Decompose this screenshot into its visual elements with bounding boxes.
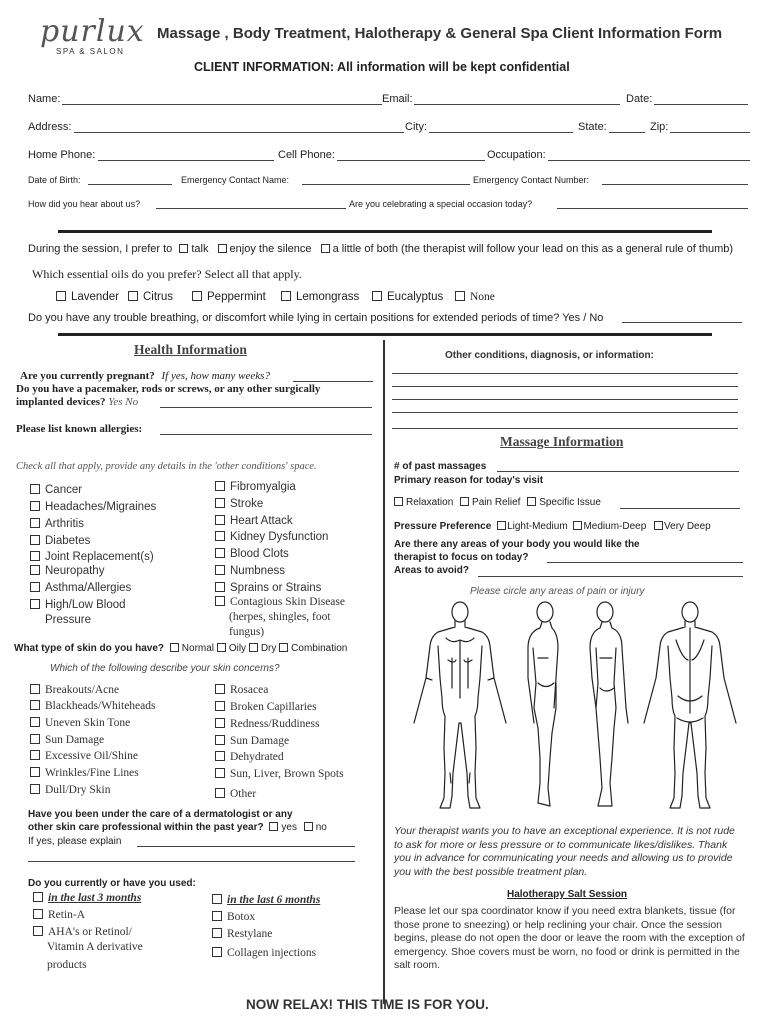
skin-oily-checkbox[interactable]	[217, 643, 226, 652]
checkbox-icon	[212, 894, 222, 904]
used-restylane[interactable]: Restylane	[212, 928, 272, 940]
concern-breakouts[interactable]: Breakouts/Acne	[30, 684, 119, 696]
checkbox-icon	[215, 684, 225, 694]
pregnant-question: Are you currently pregnant?	[20, 370, 155, 382]
oil-option-lemongrass[interactable]: Lemongrass	[281, 291, 359, 303]
concern-dull-dry[interactable]: Dull/Dry Skin	[30, 784, 111, 796]
checkbox-icon	[215, 768, 225, 778]
past-massages-field[interactable]	[497, 471, 739, 472]
pressure-medium-checkbox[interactable]	[573, 521, 582, 530]
name-label: Name:	[28, 93, 61, 105]
condition-headaches[interactable]: Headaches/Migraines	[30, 501, 156, 513]
pacemaker-question-1: Do you have a pacemaker, rods or screws, or any other surgically	[16, 383, 321, 395]
pacemaker-field[interactable]	[160, 407, 372, 408]
home-phone-field[interactable]	[98, 160, 274, 161]
breathing-question: Do you have any trouble breathing, or discomfort while lying in certain positions for extended periods of time? Yes / No	[28, 312, 604, 324]
skin-type-row: What type of skin do you have? Normal Oily Dry Combination	[14, 643, 348, 654]
checkbox-icon	[212, 928, 222, 938]
condition-asthma[interactable]: Asthma/Allergies	[30, 582, 131, 594]
allergies-label: Please list known allergies:	[16, 423, 143, 435]
concern-redness[interactable]: Redness/Ruddiness	[215, 718, 319, 730]
checkbox-icon	[30, 484, 40, 494]
concern-uneven-tone[interactable]: Uneven Skin Tone	[30, 717, 130, 729]
derm-explain-field[interactable]	[137, 846, 355, 847]
pregnant-weeks-field[interactable]	[293, 381, 373, 382]
reason-relaxation-checkbox[interactable]	[394, 497, 403, 506]
silence-checkbox[interactable]	[218, 244, 227, 253]
condition-arthritis[interactable]: Arthritis	[30, 518, 84, 530]
avoid-field[interactable]	[478, 576, 743, 577]
both-label: a little of both (the therapist will follow your lead on this as a general rule of thumb)	[332, 243, 734, 255]
avoid-label: Areas to avoid?	[394, 565, 470, 576]
divider-top	[58, 230, 712, 233]
oils-question: Which essential oils do you prefer? Select all that apply.	[32, 267, 302, 281]
checkbox-icon	[33, 926, 43, 936]
condition-heart-attack[interactable]: Heart Attack	[215, 515, 293, 527]
city-label: City:	[405, 121, 427, 133]
checkbox-icon	[33, 892, 43, 902]
occupation-label: Occupation:	[487, 149, 546, 161]
past-massages-label: # of past massages	[394, 461, 487, 472]
cell-phone-field[interactable]	[337, 160, 485, 161]
checkbox-icon	[215, 565, 225, 575]
concern-sun-damage-left[interactable]: Sun Damage	[30, 734, 104, 746]
city-field[interactable]	[429, 132, 573, 133]
checkbox-icon	[30, 717, 40, 727]
condition-blood-clots[interactable]: Blood Clots	[215, 548, 289, 560]
heard-field[interactable]	[156, 208, 346, 209]
address-label: Address:	[28, 121, 72, 133]
concern-dehydrated[interactable]: Dehydrated	[215, 751, 284, 763]
body-side-figure-left	[528, 602, 558, 806]
used-aha-retinol[interactable]: AHA's or Retinol/	[33, 926, 132, 938]
concern-rosacea[interactable]: Rosacea	[215, 684, 268, 696]
reason-specific-checkbox[interactable]	[527, 497, 536, 506]
reason-pain-checkbox[interactable]	[460, 497, 469, 506]
condition-blood-pressure-extra: Pressure	[45, 614, 92, 626]
other-line-5[interactable]	[392, 428, 738, 429]
checkbox-icon	[30, 767, 40, 777]
state-field[interactable]	[609, 132, 645, 133]
used-collagen[interactable]: Collagen injections	[212, 947, 316, 959]
focus-question-2: therapist to focus on today?	[394, 552, 529, 563]
used-last-6-months[interactable]: in the last 6 months	[212, 894, 320, 906]
date-field[interactable]	[654, 104, 748, 105]
checkbox-icon	[215, 531, 225, 541]
derm-question-1: Have you been under the care of a dermatologist or any	[28, 809, 293, 820]
checkbox-icon	[215, 788, 225, 798]
concern-wrinkles[interactable]: Wrinkles/Fine Lines	[30, 767, 139, 779]
checkbox-icon	[212, 911, 222, 921]
checkbox-icon	[30, 518, 40, 528]
derm-question-2: other skin care professional within the past year?	[28, 822, 264, 833]
checkbox-icon	[30, 684, 40, 694]
session-prefer-label: During the session, I prefer to	[28, 243, 173, 255]
form-subtitle: CLIENT INFORMATION: All information will be kept confidential	[194, 60, 570, 74]
zip-field[interactable]	[670, 132, 750, 133]
concern-blackheads[interactable]: Blackheads/Whiteheads	[30, 700, 156, 712]
checkbox-icon	[30, 599, 40, 609]
circle-areas-note: Please circle any areas of pain or injury	[470, 586, 645, 597]
cell-phone-label: Cell Phone:	[278, 149, 335, 161]
checkbox-icon	[281, 291, 291, 301]
name-field[interactable]	[62, 104, 382, 105]
checkbox-icon	[30, 734, 40, 744]
oil-option-none[interactable]: None	[455, 291, 495, 303]
checkbox-icon	[455, 291, 465, 301]
other-conditions-heading: Other conditions, diagnosis, or information:	[445, 350, 654, 361]
checkbox-icon	[30, 565, 40, 575]
body-diagram[interactable]	[400, 598, 750, 823]
checkbox-icon	[215, 515, 225, 525]
condition-cancer[interactable]: Cancer	[30, 484, 82, 496]
specific-issue-field[interactable]	[620, 508, 740, 509]
date-label: Date:	[626, 93, 653, 105]
condition-neuropathy[interactable]: Neuropathy	[30, 565, 104, 577]
oil-option-eucalyptus[interactable]: Eucalyptus	[372, 291, 443, 303]
concern-excess-oil[interactable]: Excessive Oil/Shine	[30, 750, 138, 762]
checkbox-icon	[30, 750, 40, 760]
condition-stroke[interactable]: Stroke	[215, 498, 263, 510]
allergies-field[interactable]	[160, 434, 372, 435]
health-heading: Health Information	[134, 342, 247, 357]
checkbox-icon	[56, 291, 66, 301]
condition-blood-pressure[interactable]: High/Low Blood	[30, 599, 126, 611]
checkbox-icon	[128, 291, 138, 301]
condition-joint-replacement[interactable]: Joint Replacement(s)	[30, 551, 154, 563]
reason-label: Primary reason for today's visit	[394, 475, 544, 486]
skin-concerns-question: Which of the following describe your skin concerns?	[50, 663, 280, 674]
focus-question-1: Are there any areas of your body you would like the	[394, 539, 640, 550]
other-line-4[interactable]	[392, 412, 738, 413]
contagious-extra-2: fungus)	[229, 626, 265, 638]
therapist-note: Your therapist wants you to have an exceptional experience. It is not rude to ask for more or less pressure or to communicate likes/dislikes. Thank you in advance for communicating your needs and allowing us to provide you with the best possible treatment plan.	[394, 825, 735, 878]
pacemaker-question-2: implanted devices?	[16, 396, 106, 408]
pressure-label: Pressure Preference	[394, 521, 492, 532]
emergency-number-field[interactable]	[602, 184, 748, 185]
dob-label: Date of Birth:	[28, 175, 81, 185]
checkbox-icon	[192, 291, 202, 301]
email-label: Email:	[382, 93, 413, 105]
oil-option-citrus[interactable]: Citrus	[128, 291, 173, 303]
skin-type-question: What type of skin do you have?	[14, 643, 165, 654]
body-front-figure	[414, 602, 506, 808]
email-field[interactable]	[414, 104, 620, 105]
checkbox-icon	[212, 947, 222, 957]
derm-yes-checkbox[interactable]	[269, 822, 278, 831]
pressure-deep-checkbox[interactable]	[654, 521, 663, 530]
body-side-figure-right	[590, 602, 628, 806]
form-title: Massage , Body Treatment, Halotherapy & General Spa Client Information Form	[157, 25, 723, 42]
massage-heading: Massage Information	[500, 434, 624, 449]
talk-label: talk	[191, 243, 209, 255]
checkbox-icon	[30, 551, 40, 561]
emergency-number-label: Emergency Contact Number:	[473, 175, 590, 185]
occasion-field[interactable]	[557, 208, 748, 209]
session-prefer-row	[28, 243, 733, 255]
checkbox-icon	[215, 582, 225, 592]
dob-field[interactable]	[88, 184, 172, 185]
other-line-2[interactable]	[392, 386, 738, 387]
used-aha-extra-1: Vitamin A derivative	[47, 941, 143, 953]
logo-wordmark: purlux	[40, 14, 145, 49]
skin-combination-checkbox[interactable]	[279, 643, 288, 652]
check-all-instruction: Check all that apply, provide any details in the 'other conditions' space.	[16, 461, 317, 472]
pressure-row: Pressure Preference Light-Medium Medium-Deep Very Deep	[394, 521, 711, 532]
used-botox[interactable]: Botox	[212, 911, 255, 923]
concern-sun-damage-right[interactable]: Sun Damage	[215, 735, 289, 747]
both-checkbox[interactable]	[321, 244, 330, 253]
checkbox-icon	[215, 718, 225, 728]
pacemaker-yes-no[interactable]: Yes No	[108, 396, 139, 408]
checkbox-icon	[372, 291, 382, 301]
reason-options: Relaxation Pain Relief Specific Issue	[394, 497, 601, 508]
condition-sprains[interactable]: Sprains or Strains	[215, 582, 321, 594]
breathing-field[interactable]	[622, 322, 742, 323]
talk-checkbox[interactable]	[179, 244, 188, 253]
checkbox-icon	[215, 481, 225, 491]
occasion-label: Are you celebrating a special occasion today?	[349, 199, 533, 209]
checkbox-icon	[30, 784, 40, 794]
pressure-light-checkbox[interactable]	[497, 521, 506, 530]
pacemaker-row	[16, 396, 138, 408]
halo-text: Please let our spa coordinator know if you need extra blankets, tissue (for those prone to sneezing) or help reclining your chair. Once the session begins, please do not open the door or leave the room with the exception of emergency. Shoe covers must be worn, no food or drink is permitted in the salt room.	[394, 905, 745, 971]
checkbox-icon	[215, 735, 225, 745]
column-divider	[383, 340, 385, 1004]
derm-explain-field-2[interactable]	[28, 861, 355, 862]
heard-label: How did you hear about us?	[28, 199, 141, 209]
footer-message: NOW RELAX! THIS TIME IS FOR YOU.	[246, 997, 489, 1012]
checkbox-icon	[30, 700, 40, 710]
checkbox-icon	[215, 751, 225, 761]
logo-subtitle: SPA & SALON	[56, 47, 125, 56]
halo-heading: Halotherapy Salt Session	[507, 889, 628, 900]
oil-option-lavender[interactable]: Lavender	[56, 291, 119, 303]
checkbox-icon	[215, 548, 225, 558]
home-phone-label: Home Phone:	[28, 149, 96, 161]
zip-label: Zip:	[650, 121, 669, 133]
divider-mid	[58, 333, 712, 336]
used-last-3-months[interactable]: in the last 3 months	[33, 892, 141, 904]
concern-broken-capillaries[interactable]: Broken Capillaries	[215, 701, 317, 713]
state-label: State:	[578, 121, 607, 133]
emergency-name-label: Emergency Contact Name:	[181, 175, 290, 185]
derm-row: other skin care professional within the past year? yes no	[28, 822, 327, 833]
body-back-figure	[644, 602, 736, 808]
derm-explain-label: If yes, please explain	[28, 836, 122, 847]
other-line-1[interactable]	[392, 373, 738, 374]
checkbox-icon	[30, 582, 40, 592]
oil-option-peppermint[interactable]: Peppermint	[192, 291, 266, 303]
concern-other[interactable]: Other	[215, 788, 256, 800]
silence-label: enjoy the silence	[229, 243, 312, 255]
emergency-name-field[interactable]	[302, 184, 470, 185]
checkbox-icon	[215, 498, 225, 508]
address-field[interactable]	[74, 132, 404, 133]
checkbox-icon	[30, 535, 40, 545]
skin-dry-checkbox[interactable]	[249, 643, 258, 652]
condition-kidney[interactable]: Kidney Dysfunction	[215, 531, 328, 543]
contagious-extra-1: (herpes, shingles, foot	[229, 611, 331, 623]
used-aha-extra-2: products	[47, 959, 87, 971]
checkbox-icon	[215, 701, 225, 711]
focus-field[interactable]	[547, 562, 743, 563]
used-retin-a[interactable]: Retin-A	[33, 909, 85, 921]
skin-normal-checkbox[interactable]	[170, 643, 179, 652]
occupation-field[interactable]	[548, 160, 750, 161]
currently-used-question: Do you currently or have you used:	[28, 878, 196, 889]
condition-numbness[interactable]: Numbness	[215, 565, 285, 577]
derm-no-checkbox[interactable]	[304, 822, 313, 831]
concern-spots[interactable]: Sun, Liver, Brown Spots	[215, 768, 344, 780]
pregnant-row	[20, 370, 270, 382]
condition-diabetes[interactable]: Diabetes	[30, 535, 90, 547]
checkbox-icon	[33, 909, 43, 919]
condition-contagious[interactable]: Contagious Skin Disease	[215, 596, 345, 608]
condition-fibromyalgia[interactable]: Fibromyalgia	[215, 481, 296, 493]
checkbox-icon	[30, 501, 40, 511]
pregnant-note: If yes, how many weeks?	[161, 370, 270, 382]
other-line-3[interactable]	[392, 399, 738, 400]
checkbox-icon	[215, 596, 225, 606]
